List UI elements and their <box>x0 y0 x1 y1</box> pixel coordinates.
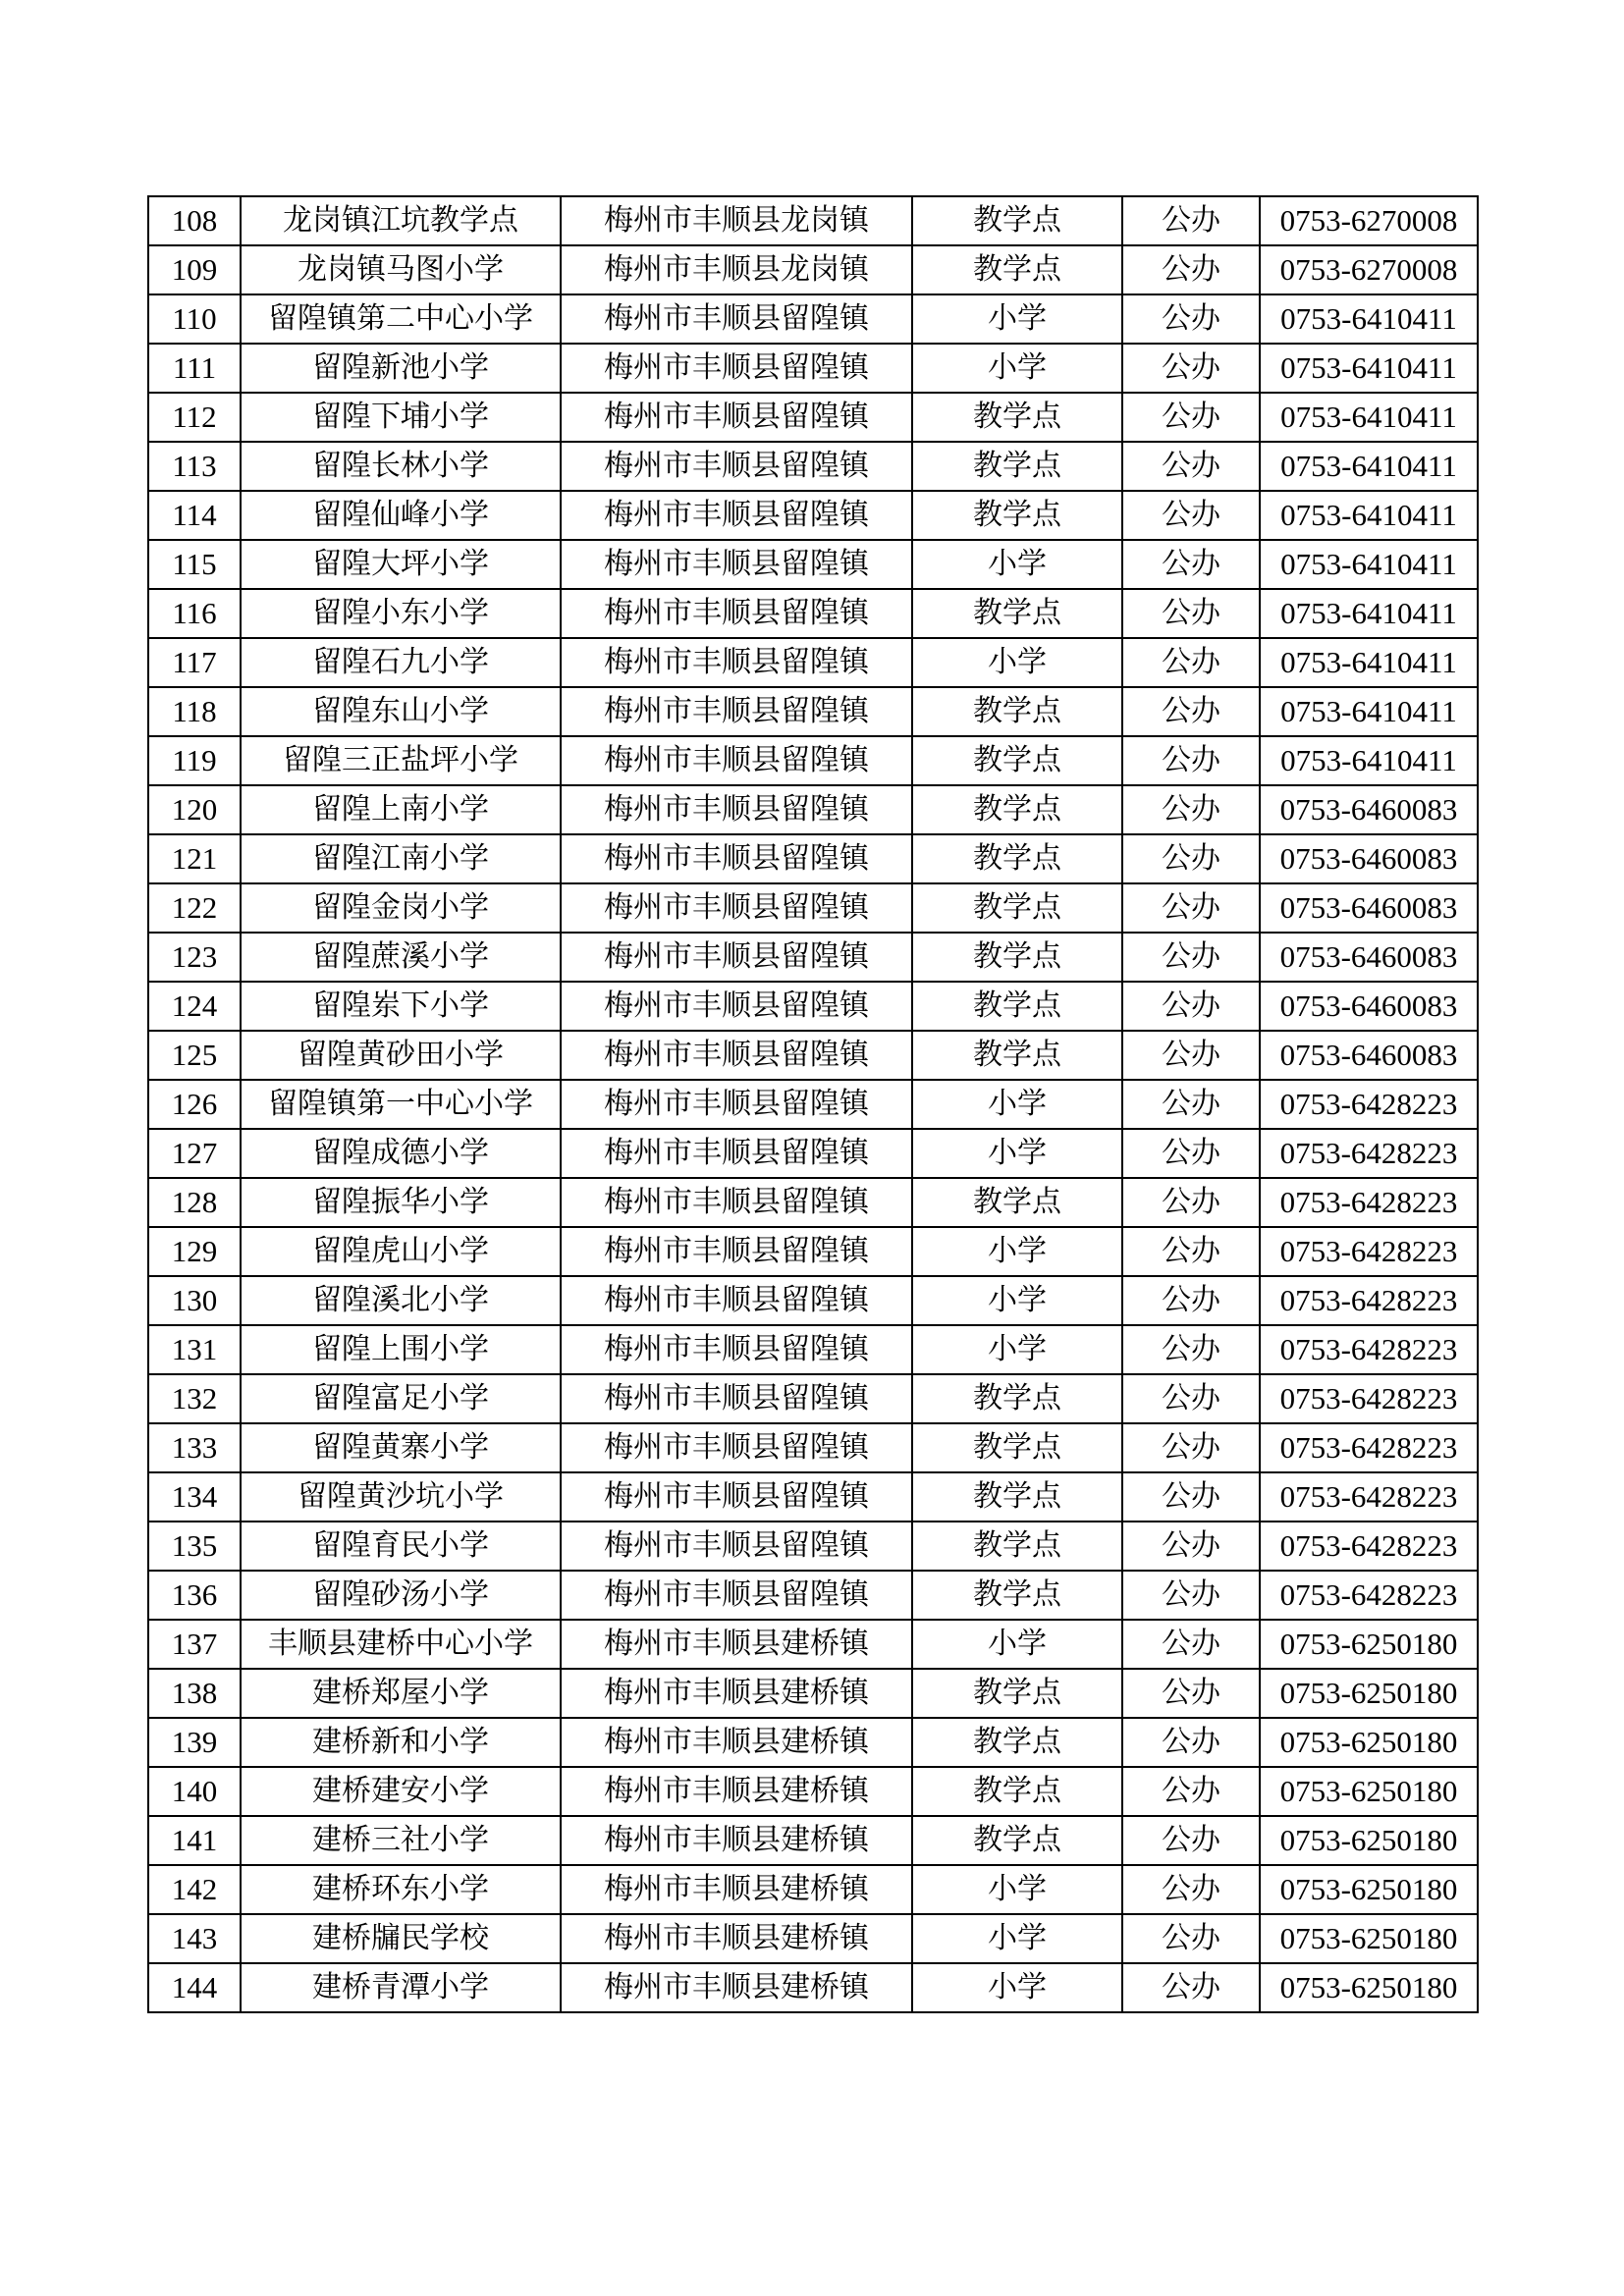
row-number-cell: 117 <box>148 638 241 687</box>
school-type-cell: 教学点 <box>912 1374 1122 1423</box>
school-nature-cell: 公办 <box>1122 442 1260 491</box>
school-type-cell: 教学点 <box>912 393 1122 442</box>
row-number-cell: 140 <box>148 1767 241 1816</box>
school-nature-cell: 公办 <box>1122 834 1260 883</box>
school-type-cell: 教学点 <box>912 687 1122 736</box>
address-cell: 梅州市丰顺县龙岗镇 <box>561 196 912 245</box>
school-name-cell: 留隍育民小学 <box>241 1522 561 1571</box>
table-row <box>148 1718 1478 1767</box>
row-number-cell: 115 <box>148 540 241 589</box>
phone-cell: 0753-6270008 <box>1260 245 1478 294</box>
school-name-cell: 留隍溪北小学 <box>241 1276 561 1325</box>
school-name-cell: 建桥三社小学 <box>241 1816 561 1865</box>
row-number-cell: 128 <box>148 1178 241 1227</box>
row-number-cell: 130 <box>148 1276 241 1325</box>
phone-cell: 0753-6410411 <box>1260 589 1478 638</box>
school-type-cell: 教学点 <box>912 196 1122 245</box>
table-row <box>148 442 1478 491</box>
school-name-cell: 建桥建安小学 <box>241 1767 561 1816</box>
school-nature-cell: 公办 <box>1122 638 1260 687</box>
address-cell: 梅州市丰顺县留隍镇 <box>561 933 912 982</box>
school-nature-cell: 公办 <box>1122 1080 1260 1129</box>
table-row <box>148 785 1478 834</box>
school-type-cell: 小学 <box>912 1129 1122 1178</box>
row-number-cell: 141 <box>148 1816 241 1865</box>
table-row <box>148 638 1478 687</box>
phone-cell: 0753-6460083 <box>1260 933 1478 982</box>
phone-cell: 0753-6410411 <box>1260 442 1478 491</box>
school-nature-cell: 公办 <box>1122 294 1260 344</box>
row-number-cell: 131 <box>148 1325 241 1374</box>
address-cell: 梅州市丰顺县留隍镇 <box>561 1227 912 1276</box>
school-type-cell: 教学点 <box>912 982 1122 1031</box>
phone-cell: 0753-6250180 <box>1260 1865 1478 1914</box>
phone-cell: 0753-6428223 <box>1260 1178 1478 1227</box>
school-nature-cell: 公办 <box>1122 1129 1260 1178</box>
phone-cell: 0753-6460083 <box>1260 883 1478 933</box>
school-name-cell: 建桥青潭小学 <box>241 1963 561 2012</box>
row-number-cell: 125 <box>148 1031 241 1080</box>
school-name-cell: 留隍三正盐坪小学 <box>241 736 561 785</box>
school-name-cell: 龙岗镇江坑教学点 <box>241 196 561 245</box>
address-cell: 梅州市丰顺县建桥镇 <box>561 1963 912 2012</box>
table-row <box>148 1276 1478 1325</box>
table-row <box>148 1472 1478 1522</box>
school-nature-cell: 公办 <box>1122 982 1260 1031</box>
school-name-cell: 留隍岽下小学 <box>241 982 561 1031</box>
school-name-cell: 留隍上南小学 <box>241 785 561 834</box>
address-cell: 梅州市丰顺县建桥镇 <box>561 1865 912 1914</box>
school-type-cell: 教学点 <box>912 1178 1122 1227</box>
school-type-cell: 教学点 <box>912 589 1122 638</box>
row-number-cell: 136 <box>148 1571 241 1620</box>
address-cell: 梅州市丰顺县留隍镇 <box>561 1129 912 1178</box>
school-nature-cell: 公办 <box>1122 1276 1260 1325</box>
row-number-cell: 111 <box>148 344 241 393</box>
phone-cell: 0753-6428223 <box>1260 1522 1478 1571</box>
row-number-cell: 110 <box>148 294 241 344</box>
school-type-cell: 教学点 <box>912 1423 1122 1472</box>
address-cell: 梅州市丰顺县留隍镇 <box>561 393 912 442</box>
row-number-cell: 144 <box>148 1963 241 2012</box>
school-type-cell: 小学 <box>912 1227 1122 1276</box>
address-cell: 梅州市丰顺县建桥镇 <box>561 1914 912 1963</box>
phone-cell: 0753-6410411 <box>1260 393 1478 442</box>
school-type-cell: 教学点 <box>912 442 1122 491</box>
phone-cell: 0753-6250180 <box>1260 1620 1478 1669</box>
school-name-cell: 留隍富足小学 <box>241 1374 561 1423</box>
address-cell: 梅州市丰顺县留隍镇 <box>561 344 912 393</box>
school-type-cell: 教学点 <box>912 491 1122 540</box>
table-row <box>148 1325 1478 1374</box>
table-row <box>148 1963 1478 2012</box>
address-cell: 梅州市丰顺县建桥镇 <box>561 1718 912 1767</box>
address-cell: 梅州市丰顺县留隍镇 <box>561 1080 912 1129</box>
school-nature-cell: 公办 <box>1122 245 1260 294</box>
school-nature-cell: 公办 <box>1122 1522 1260 1571</box>
school-type-cell: 教学点 <box>912 1767 1122 1816</box>
school-nature-cell: 公办 <box>1122 883 1260 933</box>
address-cell: 梅州市丰顺县建桥镇 <box>561 1767 912 1816</box>
table-body <box>148 196 1478 2012</box>
phone-cell: 0753-6428223 <box>1260 1080 1478 1129</box>
school-name-cell: 建桥郑屋小学 <box>241 1669 561 1718</box>
school-type-cell: 小学 <box>912 1963 1122 2012</box>
row-number-cell: 124 <box>148 982 241 1031</box>
phone-cell: 0753-6250180 <box>1260 1718 1478 1767</box>
row-number-cell: 142 <box>148 1865 241 1914</box>
school-nature-cell: 公办 <box>1122 1374 1260 1423</box>
school-type-cell: 小学 <box>912 1865 1122 1914</box>
school-nature-cell: 公办 <box>1122 1865 1260 1914</box>
row-number-cell: 108 <box>148 196 241 245</box>
address-cell: 梅州市丰顺县留隍镇 <box>561 442 912 491</box>
address-cell: 梅州市丰顺县留隍镇 <box>561 1374 912 1423</box>
school-name-cell: 留隍振华小学 <box>241 1178 561 1227</box>
row-number-cell: 113 <box>148 442 241 491</box>
table-row <box>148 1423 1478 1472</box>
school-type-cell: 教学点 <box>912 1718 1122 1767</box>
address-cell: 梅州市丰顺县建桥镇 <box>561 1620 912 1669</box>
phone-cell: 0753-6460083 <box>1260 834 1478 883</box>
school-type-cell: 教学点 <box>912 1522 1122 1571</box>
address-cell: 梅州市丰顺县留隍镇 <box>561 491 912 540</box>
table-row <box>148 1914 1478 1963</box>
row-number-cell: 120 <box>148 785 241 834</box>
row-number-cell: 138 <box>148 1669 241 1718</box>
table-row <box>148 1080 1478 1129</box>
table-row <box>148 883 1478 933</box>
school-type-cell: 教学点 <box>912 245 1122 294</box>
school-name-cell: 留隍仙峰小学 <box>241 491 561 540</box>
row-number-cell: 116 <box>148 589 241 638</box>
school-nature-cell: 公办 <box>1122 1325 1260 1374</box>
table-row <box>148 393 1478 442</box>
school-nature-cell: 公办 <box>1122 1031 1260 1080</box>
school-nature-cell: 公办 <box>1122 1816 1260 1865</box>
school-name-cell: 留隍长林小学 <box>241 442 561 491</box>
row-number-cell: 118 <box>148 687 241 736</box>
phone-cell: 0753-6410411 <box>1260 736 1478 785</box>
school-name-cell: 留隍金岗小学 <box>241 883 561 933</box>
phone-cell: 0753-6250180 <box>1260 1914 1478 1963</box>
school-nature-cell: 公办 <box>1122 1227 1260 1276</box>
table-row <box>148 1571 1478 1620</box>
table-row <box>148 1767 1478 1816</box>
school-type-cell: 小学 <box>912 540 1122 589</box>
phone-cell: 0753-6428223 <box>1260 1472 1478 1522</box>
school-nature-cell: 公办 <box>1122 1669 1260 1718</box>
school-type-cell: 小学 <box>912 344 1122 393</box>
row-number-cell: 112 <box>148 393 241 442</box>
table-row <box>148 344 1478 393</box>
table-row <box>148 982 1478 1031</box>
table-row <box>148 1865 1478 1914</box>
school-nature-cell: 公办 <box>1122 687 1260 736</box>
school-name-cell: 留隍镇第二中心小学 <box>241 294 561 344</box>
school-nature-cell: 公办 <box>1122 1914 1260 1963</box>
school-name-cell: 留隍上围小学 <box>241 1325 561 1374</box>
school-name-cell: 建桥环东小学 <box>241 1865 561 1914</box>
table-row <box>148 1522 1478 1571</box>
school-nature-cell: 公办 <box>1122 785 1260 834</box>
table-row <box>148 245 1478 294</box>
row-number-cell: 123 <box>148 933 241 982</box>
row-number-cell: 121 <box>148 834 241 883</box>
phone-cell: 0753-6270008 <box>1260 196 1478 245</box>
table-row <box>148 1031 1478 1080</box>
school-nature-cell: 公办 <box>1122 1767 1260 1816</box>
phone-cell: 0753-6410411 <box>1260 491 1478 540</box>
table-row <box>148 589 1478 638</box>
address-cell: 梅州市丰顺县留隍镇 <box>561 589 912 638</box>
school-nature-cell: 公办 <box>1122 344 1260 393</box>
school-type-cell: 小学 <box>912 294 1122 344</box>
school-nature-cell: 公办 <box>1122 540 1260 589</box>
school-nature-cell: 公办 <box>1122 1472 1260 1522</box>
address-cell: 梅州市丰顺县留隍镇 <box>561 736 912 785</box>
school-nature-cell: 公办 <box>1122 393 1260 442</box>
school-name-cell: 留隍黄寨小学 <box>241 1423 561 1472</box>
address-cell: 梅州市丰顺县留隍镇 <box>561 1522 912 1571</box>
school-nature-cell: 公办 <box>1122 933 1260 982</box>
table-row <box>148 491 1478 540</box>
school-type-cell: 小学 <box>912 1080 1122 1129</box>
phone-cell: 0753-6428223 <box>1260 1423 1478 1472</box>
school-type-cell: 小学 <box>912 638 1122 687</box>
row-number-cell: 135 <box>148 1522 241 1571</box>
address-cell: 梅州市丰顺县建桥镇 <box>561 1669 912 1718</box>
school-nature-cell: 公办 <box>1122 1620 1260 1669</box>
address-cell: 梅州市丰顺县留隍镇 <box>561 1423 912 1472</box>
phone-cell: 0753-6250180 <box>1260 1669 1478 1718</box>
table-row <box>148 1374 1478 1423</box>
phone-cell: 0753-6428223 <box>1260 1325 1478 1374</box>
school-nature-cell: 公办 <box>1122 1178 1260 1227</box>
table-row <box>148 1669 1478 1718</box>
address-cell: 梅州市丰顺县留隍镇 <box>561 834 912 883</box>
table-row <box>148 687 1478 736</box>
school-type-cell: 教学点 <box>912 1472 1122 1522</box>
phone-cell: 0753-6428223 <box>1260 1571 1478 1620</box>
phone-cell: 0753-6410411 <box>1260 540 1478 589</box>
school-name-cell: 龙岗镇马图小学 <box>241 245 561 294</box>
row-number-cell: 127 <box>148 1129 241 1178</box>
row-number-cell: 133 <box>148 1423 241 1472</box>
school-name-cell: 建桥牖民学校 <box>241 1914 561 1963</box>
address-cell: 梅州市丰顺县留隍镇 <box>561 1276 912 1325</box>
school-nature-cell: 公办 <box>1122 1963 1260 2012</box>
address-cell: 梅州市丰顺县留隍镇 <box>561 1472 912 1522</box>
row-number-cell: 109 <box>148 245 241 294</box>
row-number-cell: 129 <box>148 1227 241 1276</box>
address-cell: 梅州市丰顺县留隍镇 <box>561 687 912 736</box>
school-type-cell: 教学点 <box>912 883 1122 933</box>
row-number-cell: 143 <box>148 1914 241 1963</box>
phone-cell: 0753-6410411 <box>1260 294 1478 344</box>
address-cell: 梅州市丰顺县留隍镇 <box>561 785 912 834</box>
phone-cell: 0753-6250180 <box>1260 1963 1478 2012</box>
address-cell: 梅州市丰顺县留隍镇 <box>561 540 912 589</box>
school-type-cell: 小学 <box>912 1276 1122 1325</box>
school-name-cell: 留隍石九小学 <box>241 638 561 687</box>
row-number-cell: 119 <box>148 736 241 785</box>
school-type-cell: 教学点 <box>912 785 1122 834</box>
school-type-cell: 教学点 <box>912 736 1122 785</box>
table-row <box>148 294 1478 344</box>
address-cell: 梅州市丰顺县留隍镇 <box>561 1325 912 1374</box>
table-row <box>148 1129 1478 1178</box>
school-type-cell: 教学点 <box>912 933 1122 982</box>
phone-cell: 0753-6460083 <box>1260 1031 1478 1080</box>
address-cell: 梅州市丰顺县留隍镇 <box>561 294 912 344</box>
school-nature-cell: 公办 <box>1122 491 1260 540</box>
phone-cell: 0753-6428223 <box>1260 1374 1478 1423</box>
school-type-cell: 教学点 <box>912 1031 1122 1080</box>
phone-cell: 0753-6250180 <box>1260 1816 1478 1865</box>
row-number-cell: 137 <box>148 1620 241 1669</box>
table-row <box>148 1816 1478 1865</box>
address-cell: 梅州市丰顺县龙岗镇 <box>561 245 912 294</box>
table-row <box>148 1620 1478 1669</box>
address-cell: 梅州市丰顺县留隍镇 <box>561 1178 912 1227</box>
phone-cell: 0753-6410411 <box>1260 638 1478 687</box>
school-type-cell: 小学 <box>912 1620 1122 1669</box>
phone-cell: 0753-6428223 <box>1260 1129 1478 1178</box>
table-row <box>148 540 1478 589</box>
table-row <box>148 1227 1478 1276</box>
table-row <box>148 1178 1478 1227</box>
school-type-cell: 教学点 <box>912 1816 1122 1865</box>
table-row <box>148 834 1478 883</box>
school-nature-cell: 公办 <box>1122 1571 1260 1620</box>
address-cell: 梅州市丰顺县留隍镇 <box>561 883 912 933</box>
address-cell: 梅州市丰顺县留隍镇 <box>561 1571 912 1620</box>
row-number-cell: 132 <box>148 1374 241 1423</box>
address-cell: 梅州市丰顺县建桥镇 <box>561 1816 912 1865</box>
phone-cell: 0753-6428223 <box>1260 1227 1478 1276</box>
school-nature-cell: 公办 <box>1122 1718 1260 1767</box>
school-name-cell: 留隍小东小学 <box>241 589 561 638</box>
school-nature-cell: 公办 <box>1122 1423 1260 1472</box>
school-name-cell: 留隍蔗溪小学 <box>241 933 561 982</box>
school-type-cell: 小学 <box>912 1325 1122 1374</box>
address-cell: 梅州市丰顺县留隍镇 <box>561 638 912 687</box>
school-name-cell: 丰顺县建桥中心小学 <box>241 1620 561 1669</box>
phone-cell: 0753-6460083 <box>1260 982 1478 1031</box>
phone-cell: 0753-6428223 <box>1260 1276 1478 1325</box>
school-name-cell: 留隍砂汤小学 <box>241 1571 561 1620</box>
row-number-cell: 134 <box>148 1472 241 1522</box>
school-name-cell: 留隍镇第一中心小学 <box>241 1080 561 1129</box>
address-cell: 梅州市丰顺县留隍镇 <box>561 982 912 1031</box>
school-name-cell: 建桥新和小学 <box>241 1718 561 1767</box>
row-number-cell: 114 <box>148 491 241 540</box>
school-name-cell: 留隍大坪小学 <box>241 540 561 589</box>
phone-cell: 0753-6250180 <box>1260 1767 1478 1816</box>
school-name-cell: 留隍虎山小学 <box>241 1227 561 1276</box>
table-row <box>148 196 1478 245</box>
school-nature-cell: 公办 <box>1122 196 1260 245</box>
school-type-cell: 教学点 <box>912 1571 1122 1620</box>
school-type-cell: 小学 <box>912 1914 1122 1963</box>
row-number-cell: 122 <box>148 883 241 933</box>
school-nature-cell: 公办 <box>1122 736 1260 785</box>
school-name-cell: 留隍黄砂田小学 <box>241 1031 561 1080</box>
row-number-cell: 126 <box>148 1080 241 1129</box>
phone-cell: 0753-6460083 <box>1260 785 1478 834</box>
school-name-cell: 留隍江南小学 <box>241 834 561 883</box>
table-row <box>148 933 1478 982</box>
school-name-cell: 留隍新池小学 <box>241 344 561 393</box>
school-nature-cell: 公办 <box>1122 589 1260 638</box>
address-cell: 梅州市丰顺县留隍镇 <box>561 1031 912 1080</box>
school-type-cell: 教学点 <box>912 1669 1122 1718</box>
school-name-cell: 留隍黄沙坑小学 <box>241 1472 561 1522</box>
school-name-cell: 留隍东山小学 <box>241 687 561 736</box>
school-list-table <box>147 195 1479 2013</box>
phone-cell: 0753-6410411 <box>1260 687 1478 736</box>
table-row <box>148 736 1478 785</box>
school-name-cell: 留隍成德小学 <box>241 1129 561 1178</box>
school-name-cell: 留隍下埔小学 <box>241 393 561 442</box>
row-number-cell: 139 <box>148 1718 241 1767</box>
school-type-cell: 教学点 <box>912 834 1122 883</box>
phone-cell: 0753-6410411 <box>1260 344 1478 393</box>
